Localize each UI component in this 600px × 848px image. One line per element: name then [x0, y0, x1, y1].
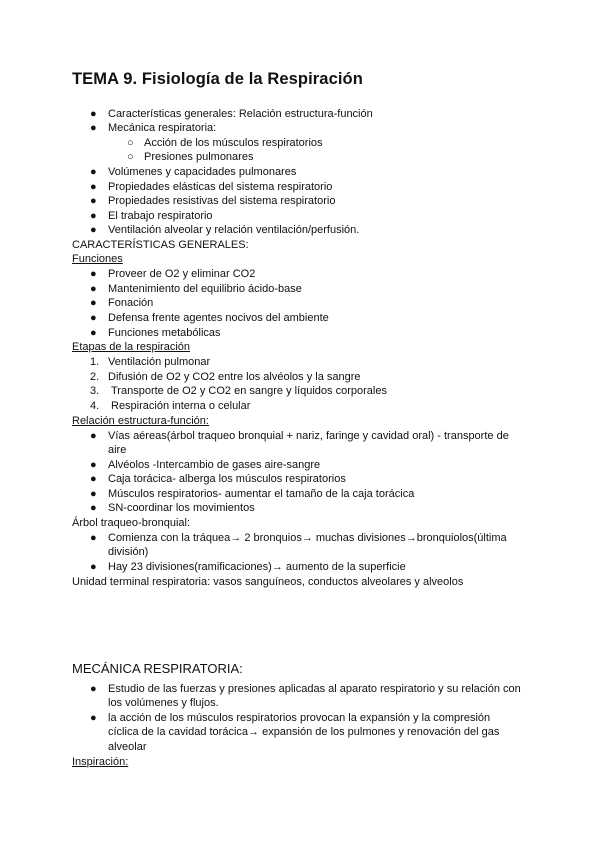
- list-item: Respiración interna o celular: [111, 400, 251, 412]
- bullet-icon: ●: [90, 532, 97, 544]
- index-subitem: Presiones pulmonares: [144, 151, 254, 163]
- list-item-continuation: alveolar: [108, 741, 147, 753]
- subsection-heading: Árbol traqueo-bronquial:: [72, 517, 191, 529]
- list-item: Mantenimiento del equilibrio ácido-base: [108, 283, 302, 295]
- bullet-icon: ●: [90, 488, 97, 500]
- bullet-icon: ●: [90, 327, 97, 339]
- list-item: Estudio de las fuerzas y presiones aplicadas al aparato respiratorio y su relación con: [108, 683, 521, 695]
- subsection-heading: Funciones: [72, 253, 123, 265]
- bullet-icon: ●: [90, 430, 97, 442]
- list-item: Alvéolos -Intercambio de gases aire-sangre: [108, 459, 321, 471]
- list-item-continuation: aire: [108, 444, 127, 456]
- section-heading: CARACTERÍSTICAS GENERALES:: [72, 239, 249, 251]
- list-item-continuation: cíclica de la cavidad torácica→ expansión de los pulmones y renovación del gas: [108, 726, 500, 738]
- bullet-icon: ●: [90, 283, 97, 295]
- list-item: Fonación: [108, 297, 154, 309]
- list-number: 1.: [90, 356, 100, 368]
- index-item: Mecánica respiratoria:: [108, 122, 217, 134]
- list-item: Vías aéreas(árbol traqueo bronquial + nariz, faringe y cavidad oral) - transporte de: [108, 430, 509, 442]
- bullet-icon: ●: [90, 268, 97, 280]
- index-item: Volúmenes y capacidades pulmonares: [108, 166, 297, 178]
- index-subitem: Acción de los músculos respiratorios: [144, 137, 323, 149]
- bullet-icon: ●: [90, 224, 97, 236]
- bullet-icon: ●: [90, 181, 97, 193]
- list-item: Hay 23 divisiones(ramificaciones)→ aumento de la superficie: [108, 561, 406, 573]
- subbullet-icon: ○: [127, 137, 134, 149]
- list-item-continuation: división): [108, 546, 149, 558]
- index-item: Propiedades elásticas del sistema respiratorio: [108, 181, 333, 193]
- index-item: Ventilación alveolar y relación ventilación/perfusión.: [108, 224, 360, 236]
- bullet-icon: ●: [90, 122, 97, 134]
- list-item: Defensa frente agentes nocivos del ambiente: [108, 312, 329, 324]
- list-item: Proveer de O2 y eliminar CO2: [108, 268, 256, 280]
- list-item: Ventilación pulmonar: [108, 356, 211, 368]
- index-item: Características generales: Relación estructura-función: [108, 108, 373, 120]
- list-number: 2.: [90, 371, 100, 383]
- bullet-icon: ●: [90, 195, 97, 207]
- list-item: Músculos respiratorios- aumentar el tamaño de la caja torácica: [108, 488, 415, 500]
- bullet-icon: ●: [90, 166, 97, 178]
- bullet-icon: ●: [90, 712, 97, 724]
- subsection-heading: Inspiración:: [72, 756, 129, 768]
- bullet-icon: ●: [90, 473, 97, 485]
- subbullet-icon: ○: [127, 151, 134, 163]
- list-item: Comienza con la tráquea→ 2 bronquios→ muchas divisiones→bronquiolos(última: [108, 532, 507, 544]
- list-item-continuation: los volúmenes y flujos.: [108, 697, 219, 709]
- list-item: la acción de los músculos respiratorios provocan la expansión y la compresión: [108, 712, 491, 724]
- list-number: 3.: [90, 385, 100, 397]
- index-item: Propiedades resistivas del sistema respiratorio: [108, 195, 336, 207]
- index-item: El trabajo respiratorio: [108, 210, 213, 222]
- list-item: Difusión de O2 y CO2 entre los alvéolos y la sangre: [108, 371, 361, 383]
- bullet-icon: ●: [90, 297, 97, 309]
- subsection-heading: Etapas de la respiración: [72, 341, 191, 353]
- subsection-heading: Relación estructura-función:: [72, 415, 209, 427]
- list-item: Funciones metabólicas: [108, 327, 221, 339]
- list-item: SN-coordinar los movimientos: [108, 502, 255, 514]
- list-number: 4.: [90, 400, 100, 412]
- section-heading: MECÁNICA RESPIRATORIA:: [72, 661, 243, 676]
- bullet-icon: ●: [90, 108, 97, 120]
- bullet-icon: ●: [90, 561, 97, 573]
- bullet-icon: ●: [90, 312, 97, 324]
- list-item: Transporte de O2 y CO2 en sangre y líquidos corporales: [111, 385, 387, 397]
- bullet-icon: ●: [90, 502, 97, 514]
- bullet-icon: ●: [90, 683, 97, 695]
- list-item: Caja torácica- alberga los músculos respiratorios: [108, 473, 346, 485]
- paragraph: Unidad terminal respiratoria: vasos sanguíneos, conductos alveolares y alveolos: [72, 576, 464, 588]
- page-title: TEMA 9. Fisiología de la Respiración: [72, 70, 363, 88]
- bullet-icon: ●: [90, 210, 97, 222]
- bullet-icon: ●: [90, 459, 97, 471]
